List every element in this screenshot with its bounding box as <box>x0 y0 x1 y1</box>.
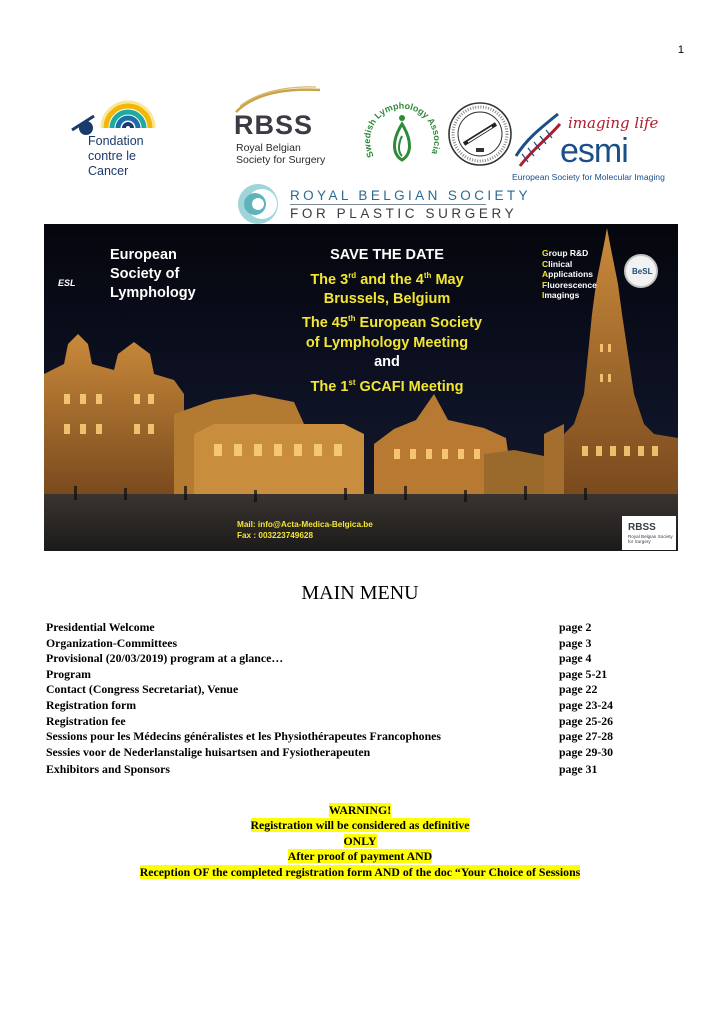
menu-item-page: page 2 <box>559 620 592 634</box>
gcafi-item: Imagings <box>542 290 580 300</box>
menu-item-page: page 25-26 <box>559 713 614 728</box>
menu-item-label: Organization-Committees <box>46 635 178 650</box>
warning-line: ONLY <box>343 833 377 848</box>
rbsps-line1: ROYAL BELGIAN SOCIETY <box>290 188 531 203</box>
swedish-logo-text: Swedish Lymphology Associa <box>362 100 442 160</box>
warning-line: WARNING! <box>328 803 392 817</box>
menu-item-page: page 23-24 <box>559 697 614 712</box>
menu-item[interactable] <box>46 620 646 636</box>
save-line1: SAVE THE DATE <box>330 247 444 263</box>
menu-item-page: page 4 <box>559 651 592 666</box>
org-line2: Society of <box>110 266 180 282</box>
esl-badge: ESL <box>58 278 76 288</box>
save-line4: The 45th European Society <box>302 314 483 332</box>
warning-line: After proof of payment AND <box>287 849 433 864</box>
gcafi-item: Clinical <box>542 258 573 269</box>
menu-item-page: page 31 <box>559 762 598 777</box>
banner-contact <box>237 520 437 541</box>
menu-item-label: Provisional (20/03/2019) program at a glance… <box>46 651 284 666</box>
menu-item-label: Sessions pour les Médecins généralistes et les Physiothérapeutes Francophones <box>46 729 441 744</box>
save-line2: The 3rd and the 4th May <box>310 270 464 288</box>
besl-logo <box>624 254 658 288</box>
gcafi-item: Fluorescence <box>542 279 597 290</box>
gcafi-item: Group R&D <box>542 248 589 258</box>
org-line3: Lymphology <box>110 285 196 301</box>
gcafi-list <box>542 248 620 301</box>
menu-item-label: Sessies voor de Nederlanstalige huisartsen and Fysiotherapeuten <box>46 744 371 759</box>
save-the-date-block <box>302 246 483 397</box>
esmi-logo <box>512 110 665 188</box>
fondation-logo-text <box>88 134 166 179</box>
org-line1: European <box>110 247 177 263</box>
rbss-small-logo <box>622 516 676 550</box>
seal-logo <box>446 94 514 176</box>
menu-item[interactable] <box>46 714 646 730</box>
rbsps-line2: FOR PLASTIC SURGERY <box>290 206 518 221</box>
save-line5: of Lymphology Meeting <box>305 334 469 351</box>
menu-item[interactable] <box>46 762 646 779</box>
main-menu-list <box>46 620 646 779</box>
esmi-subtitle: European Society for Molecular Imaging <box>512 172 665 182</box>
fondation-line1: Fondation <box>88 134 144 148</box>
esl-organization-name <box>110 246 220 303</box>
rbss-small-title: RBSS <box>628 522 656 533</box>
menu-item-page: page 22 <box>559 682 598 697</box>
contact-fax: Fax : 003223749628 <box>237 530 314 540</box>
menu-item[interactable] <box>46 698 646 714</box>
besl-label: BeSL <box>632 267 653 276</box>
warning-line: Reception OF the completed registration form AND of the doc “Your Choice of Sessions <box>139 864 581 879</box>
rbsps-divider <box>290 204 486 205</box>
menu-item-label: Exhibitors and Sponsors <box>46 762 170 777</box>
esmi-wordmark: esmi <box>560 132 628 170</box>
save-line6: and <box>374 354 400 371</box>
menu-item[interactable] <box>46 651 646 667</box>
save-line7: The 1st GCAFI Meeting <box>310 377 464 395</box>
swedish-lymphology-association-logo <box>362 96 442 180</box>
rbss-line1: Royal Belgian <box>236 142 301 154</box>
rbss-logo <box>234 86 352 182</box>
rbss-subtitle <box>236 142 325 166</box>
rbsps-logo <box>234 182 531 226</box>
svg-text:Swedish Lymphology Association <box>362 96 442 159</box>
event-banner <box>44 224 678 551</box>
menu-item-page: page 29-30 <box>559 744 614 759</box>
save-line3: Brussels, Belgium <box>323 290 451 307</box>
menu-item[interactable] <box>46 729 646 745</box>
fondation-line2: contre le Cancer <box>88 149 136 178</box>
menu-item[interactable] <box>46 682 646 698</box>
page-number: 1 <box>677 44 684 56</box>
menu-item-page: page 3 <box>559 635 592 650</box>
menu-item-label: Contact (Congress Secretariat), Venue <box>46 682 239 697</box>
rbss-line2: Society for Surgery <box>236 154 326 166</box>
menu-item[interactable] <box>46 745 646 761</box>
main-menu-title: MAIN MENU <box>301 582 419 604</box>
contact-mail: Mail: info@Acta-Medica-Belgica.be <box>237 520 373 529</box>
warning-line: Registration will be considered as definitive <box>250 818 470 833</box>
registration-warning <box>0 803 720 880</box>
menu-item[interactable] <box>46 667 646 683</box>
rbss-small-subtitle: Royal Belgian Society for Surgery <box>628 534 673 545</box>
menu-item-page: page 5-21 <box>559 666 608 681</box>
rbss-title: RBSS <box>234 110 314 140</box>
menu-item-label: Presidential Welcome <box>46 620 155 634</box>
menu-item-label: Registration form <box>46 697 137 712</box>
menu-item-page: page 27-28 <box>559 729 614 744</box>
menu-item-label: Program <box>46 666 91 681</box>
menu-item[interactable] <box>46 636 646 652</box>
gcafi-item: Applications <box>542 269 594 279</box>
esmi-tagline: imaging life <box>568 114 659 132</box>
fondation-contre-le-cancer-logo <box>66 84 166 180</box>
menu-item-label: Registration fee <box>46 713 126 728</box>
